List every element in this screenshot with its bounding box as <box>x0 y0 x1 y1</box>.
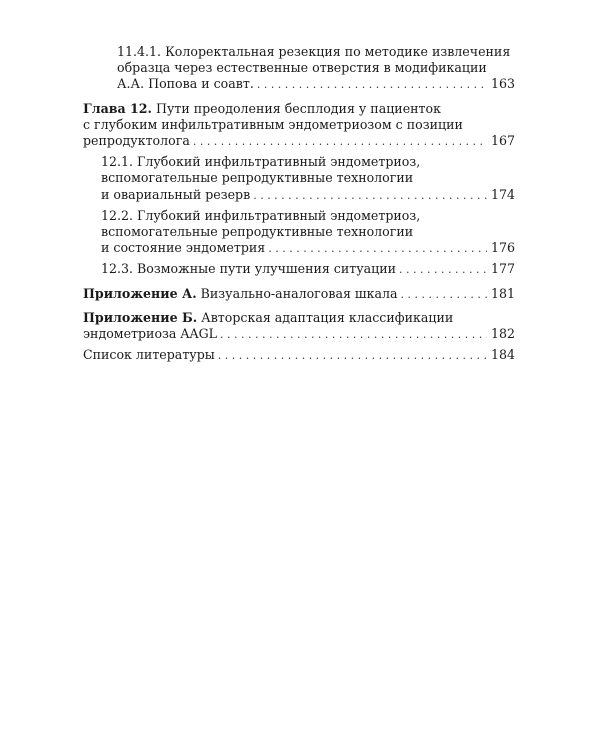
toc-entry-line: 12.1. Глубокий инфильтративный эндометриоз, <box>101 154 421 170</box>
chapter-label: Глава 12. <box>83 100 152 116</box>
toc-entry-appendix-a[interactable] <box>83 286 515 303</box>
dot-leader <box>253 188 487 204</box>
toc-entry-line: Авторская адаптация классификации <box>197 309 454 325</box>
toc-entry-chapter-12[interactable] <box>83 101 515 151</box>
dot-leader <box>399 262 487 278</box>
toc-entry-bibliography[interactable] <box>83 347 515 364</box>
toc-entry-line: вспомогательные репродуктивные технологии <box>101 224 414 240</box>
toc-entry-line: Список литературы <box>83 347 215 363</box>
dot-leader <box>218 348 487 364</box>
toc-entry-line: вспомогательные репродуктивные технологии <box>101 170 414 186</box>
toc-entry-line: А.А. Попова и соавт. <box>117 76 254 92</box>
toc-entry-line: Визуально-аналоговая шкала <box>196 285 398 301</box>
dot-leader <box>220 327 487 343</box>
toc-page-number: 174 <box>490 186 515 202</box>
toc-entry-appendix-b[interactable] <box>83 310 515 343</box>
toc-entry-line: образца через естественные отверстия в модификации <box>117 60 487 76</box>
toc-entry-line: с глубоким инфильтративным эндометриозом с позиции <box>83 116 463 132</box>
dot-leader <box>193 134 487 150</box>
toc-entry-line: 11.4.1. Колоректальная резекция по методике извлечения <box>117 44 511 59</box>
toc-page-number: 163 <box>490 76 515 92</box>
toc-entry-11-4-1[interactable] <box>83 44 515 94</box>
toc-page-number: 167 <box>490 133 515 149</box>
toc-entry-line: эндометриоза AAGL <box>83 326 218 342</box>
appendix-label: Приложение А. <box>83 285 197 301</box>
toc-page-number: 182 <box>490 326 515 342</box>
toc-entry-12-2[interactable] <box>83 208 515 258</box>
table-of-contents <box>83 44 515 364</box>
toc-entry-line: 12.2. Глубокий инфильтративный эндометриоз, <box>101 207 421 223</box>
toc-entry-12-1[interactable] <box>83 154 515 204</box>
appendix-label: Приложение Б. <box>83 309 198 325</box>
toc-page-number: 181 <box>490 285 515 301</box>
toc-entry-line: и овариальный резерв <box>101 186 251 202</box>
dot-leader <box>268 241 487 257</box>
toc-entry-line: 12.3. Возможные пути улучшения ситуации <box>101 261 397 277</box>
toc-entry-line: и состояние эндометрия <box>101 240 266 256</box>
toc-page-number: 184 <box>490 347 515 363</box>
toc-page-number: 176 <box>490 240 515 256</box>
toc-page-number: 177 <box>490 261 515 277</box>
dot-leader <box>401 287 487 303</box>
toc-entry-line: Пути преодоления бесплодия у пациенток <box>151 100 441 116</box>
dot-leader <box>257 77 487 93</box>
toc-entry-12-3[interactable] <box>83 261 515 278</box>
toc-entry-line: репродуктолога <box>83 133 190 149</box>
